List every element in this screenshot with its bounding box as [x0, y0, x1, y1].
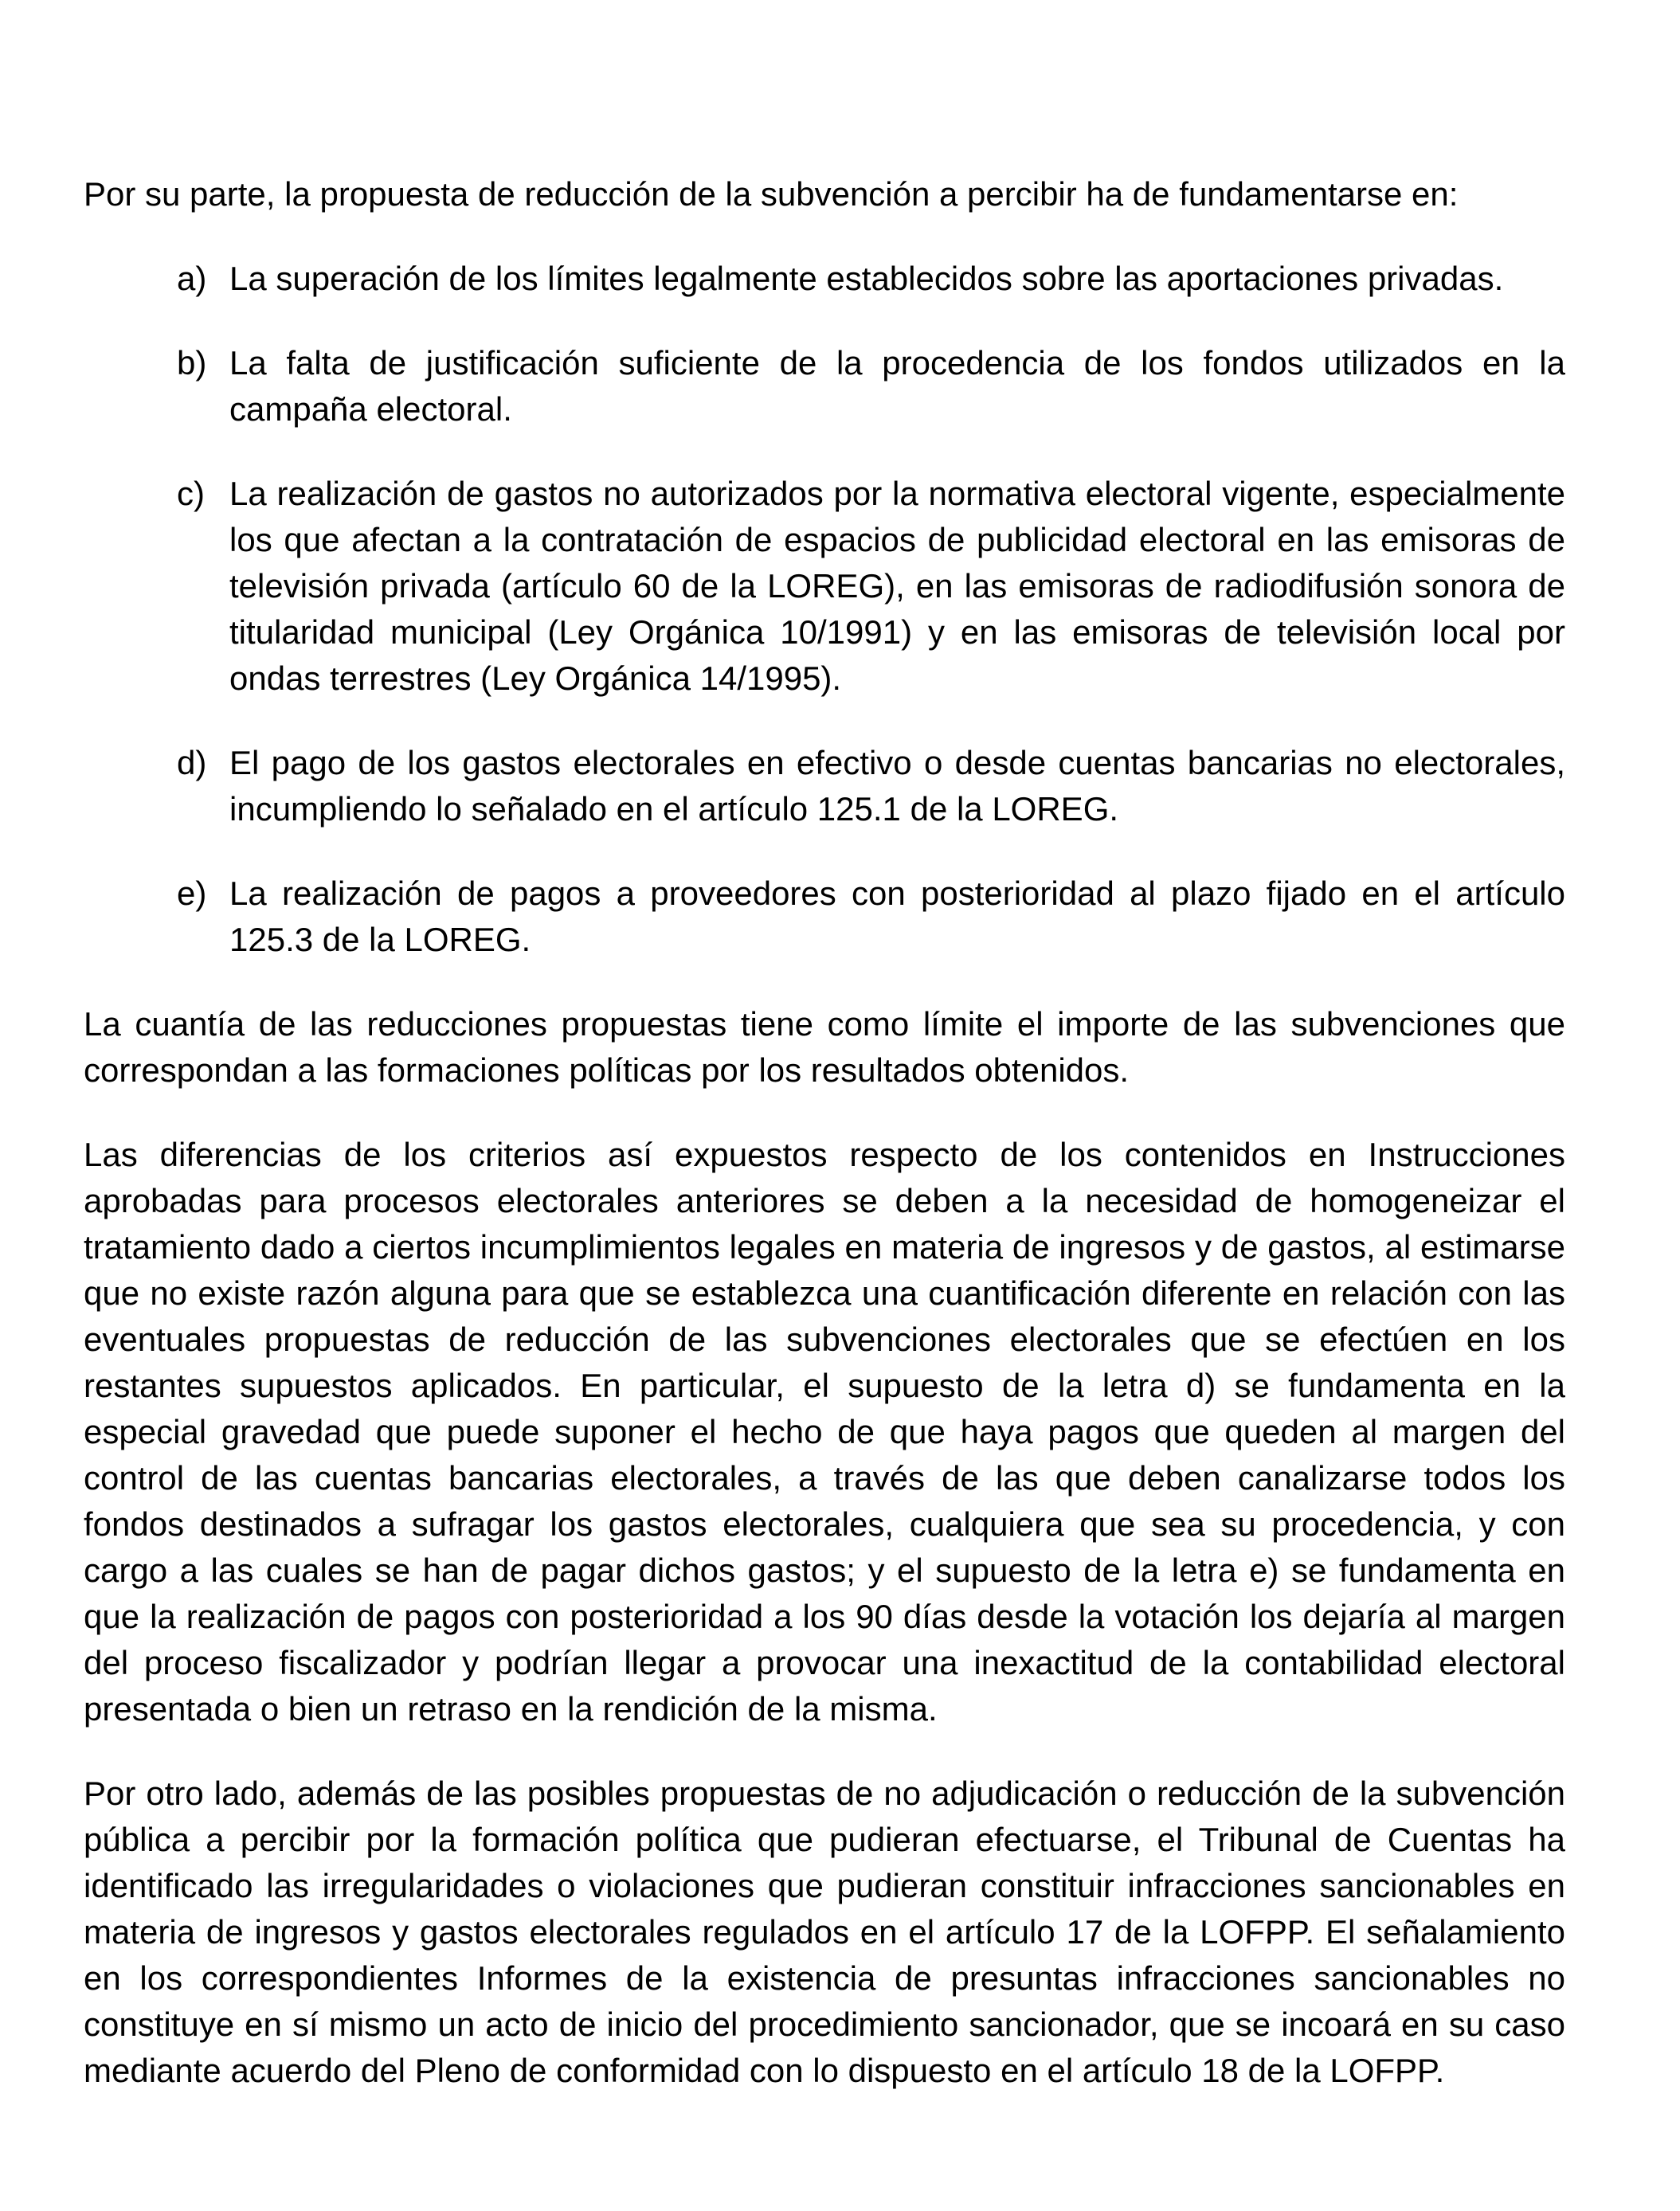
list-item-b-text: La falta de justificación suficiente de la procedencia de los fondos utilizados en la campaña electoral.: [229, 344, 1565, 428]
list-item-d: [177, 740, 1565, 832]
lettered-list: [177, 256, 1565, 963]
list-marker-d: d): [177, 744, 207, 781]
list-marker-e: e): [177, 875, 207, 912]
list-item-c: [177, 471, 1565, 702]
body-paragraph-limit: La cuantía de las reducciones propuestas tiene como límite el importe de las subvenciones que correspondan a las formaciones políticas por los resultados obtenidos.: [84, 1005, 1565, 1089]
list-marker-a: a): [177, 260, 207, 297]
list-marker-b: b): [177, 344, 207, 382]
list-item-a: [177, 256, 1565, 302]
list-item-e: [177, 871, 1565, 963]
list-item-c-text: La realización de gastos no autorizados por la normativa electoral vigente, especialmente los que afectan a la contratación de espacios de publicidad electoral en las emisoras de televisión privada (artículo 60 de la LOREG), en las emisoras de radiodifusión sonora de titularidad municipal (Ley Orgánica 10/1991) y en las emisoras de televisión local por ondas terrestres (Ley Orgánica 14/1995).: [229, 475, 1565, 697]
list-marker-c: c): [177, 475, 205, 512]
intro-paragraph: Por su parte, la propuesta de reducción de la subvención a percibir ha de fundamentarse en:: [84, 175, 1459, 213]
list-item-b: [177, 340, 1565, 432]
list-item-e-text: La realización de pagos a proveedores con posterioridad al plazo fijado en el artículo 125.3 de la LOREG.: [229, 875, 1565, 958]
list-item-d-text: El pago de los gastos electorales en efectivo o desde cuentas bancarias no electorales, incumpliendo lo señalado en el artículo 125.1 de la LOREG.: [229, 744, 1565, 828]
body-paragraph-criteria-differences: Las diferencias de los criterios así expuestos respecto de los contenidos en Instrucciones aprobadas para procesos electorales anteriores se deben a la necesidad de homogeneizar el tratamiento dado a ciertos incumplimientos legales en materia de ingresos y de gastos, al estimarse que no existe razón alguna para que se establezca una cuantificación diferente en relación con las eventuales propuestas de reducción de las subvenciones electorales que se efectúen en los restantes supuestos aplicados. En particular, el supuesto de la letra d) se fundamenta en la especial gravedad que puede suponer el hecho de que haya pagos que queden al margen del control de las cuentas bancarias electorales, a través de las que deben canalizarse todos los fondos destinados a sufragar los gastos electorales, cualquiera que sea su procedencia, y con cargo a las cuales se han de pagar dichos gastos; y el supuesto de la letra e) se fundamenta en que la realización de pagos con posterioridad a los 90 días desde la votación los dejaría al margen del proceso fiscalizador y podrían llegar a provocar una inexactitud de la contabilidad electoral presentada o bien un retraso en la rendición de la misma.: [84, 1136, 1565, 1728]
body-paragraph-sanctions: Por otro lado, además de las posibles propuestas de no adjudicación o reducción de la subvención pública a percibir por la formación política que pudieran efectuarse, el Tribunal de Cuentas ha identificado las irregularidades o violaciones que pudieran constituir infracciones sancionables en materia de ingresos y gastos electorales regulados en el artículo 17 de la LOFPP. El señalamiento en los correspondientes Informes de la existencia de presuntas infracciones sancionables no constituye en sí mismo un acto de inicio del procedimiento sancionador, que se incoará en su caso mediante acuerdo del Pleno de conformidad con lo dispuesto en el artículo 18 de la LOFPP.: [84, 1775, 1565, 2089]
list-item-a-text: La superación de los límites legalmente establecidos sobre las aportaciones privadas.: [229, 260, 1504, 297]
